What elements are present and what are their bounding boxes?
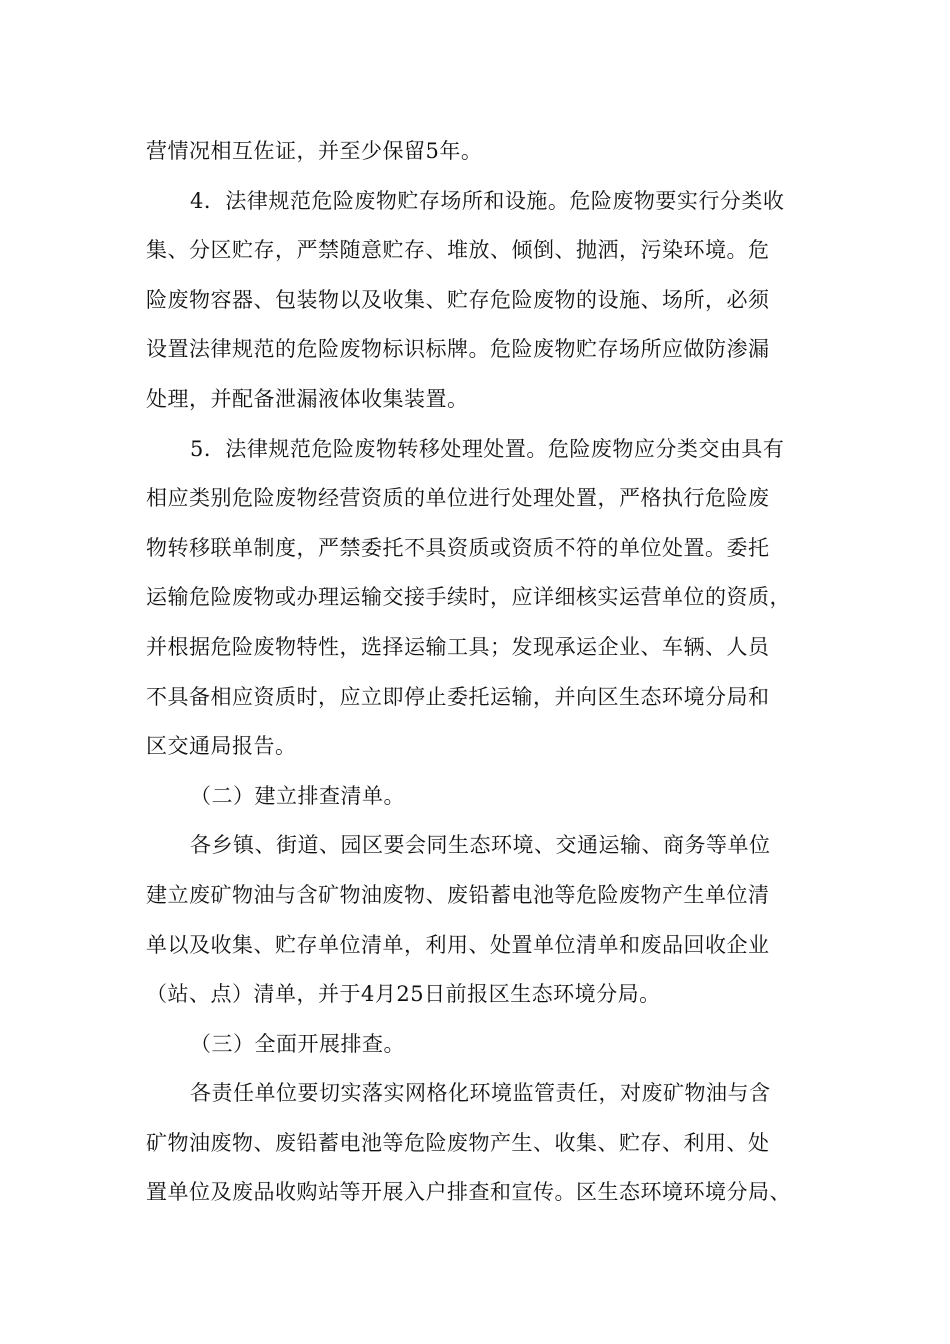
text-line: 单以及收集、贮存单位清单，利用、处置单位清单和废品回收企业 — [146, 932, 770, 957]
text-line: 建立废矿物油与含矿物油废物、废铅蓄电池等危险废物产生单位清 — [146, 882, 770, 907]
text-line: 物转移联单制度，严禁委托不具资质或资质不符的单位处置。委托 — [146, 535, 770, 560]
text-line: 各责任单位要切实落实网格化环境监管责任，对废矿物油与含 — [190, 1081, 771, 1106]
section-heading: （三）全面开展排查。 — [190, 1031, 405, 1056]
text-line: 矿物油废物、废铅蓄电池等危险废物产生、收集、贮存、利用、处 — [146, 1130, 770, 1155]
text-line: 并根据危险废物特性，选择运输工具；发现承运企业、车辆、人员 — [146, 634, 770, 659]
text-line: 4．法律规范危险废物贮存场所和设施。危险废物要实行分类收 — [190, 188, 785, 213]
text-line: 各乡镇、街道、园区要会同生态环境、交通运输、商务等单位 — [190, 833, 771, 858]
text-line: 置单位及废品收购站等开展入户排查和宣传。区生态环境环境分局、 — [146, 1180, 791, 1205]
text-line: 营情况相互佐证，并至少保留5年。 — [146, 139, 483, 163]
text-line: 不具备相应资质时，应立即停止委托运输，并向区生态环境分局和 — [146, 684, 770, 709]
text-line: 区交通局报告。 — [146, 734, 297, 759]
section-heading: （二）建立排查清单。 — [190, 783, 405, 808]
text-line: 集、分区贮存，严禁随意贮存、堆放、倾倒、抛洒，污染环境。危 — [146, 238, 770, 263]
text-line: 运输危险废物或办理运输交接手续时，应详细核实运营单位的资质， — [146, 585, 791, 610]
document-body — [146, 127, 826, 1218]
text-line: 设置法律规范的危险废物标识标牌。危险废物贮存场所应做防渗漏 — [146, 337, 770, 362]
text-line: （站、点）清单，并于4月25日前报区生态环境分局。 — [146, 982, 661, 1007]
text-line: 险废物容器、包装物以及收集、贮存危险废物的设施、场所，必须 — [146, 287, 770, 312]
text-line: 处理，并配备泄漏液体收集装置。 — [146, 386, 469, 411]
text-line: 5．法律规范危险废物转移处理处置。危险废物应分类交由具有 — [190, 436, 785, 461]
text-line: 相应类别危险废物经营资质的单位进行处理处置，严格执行危险废 — [146, 486, 770, 511]
